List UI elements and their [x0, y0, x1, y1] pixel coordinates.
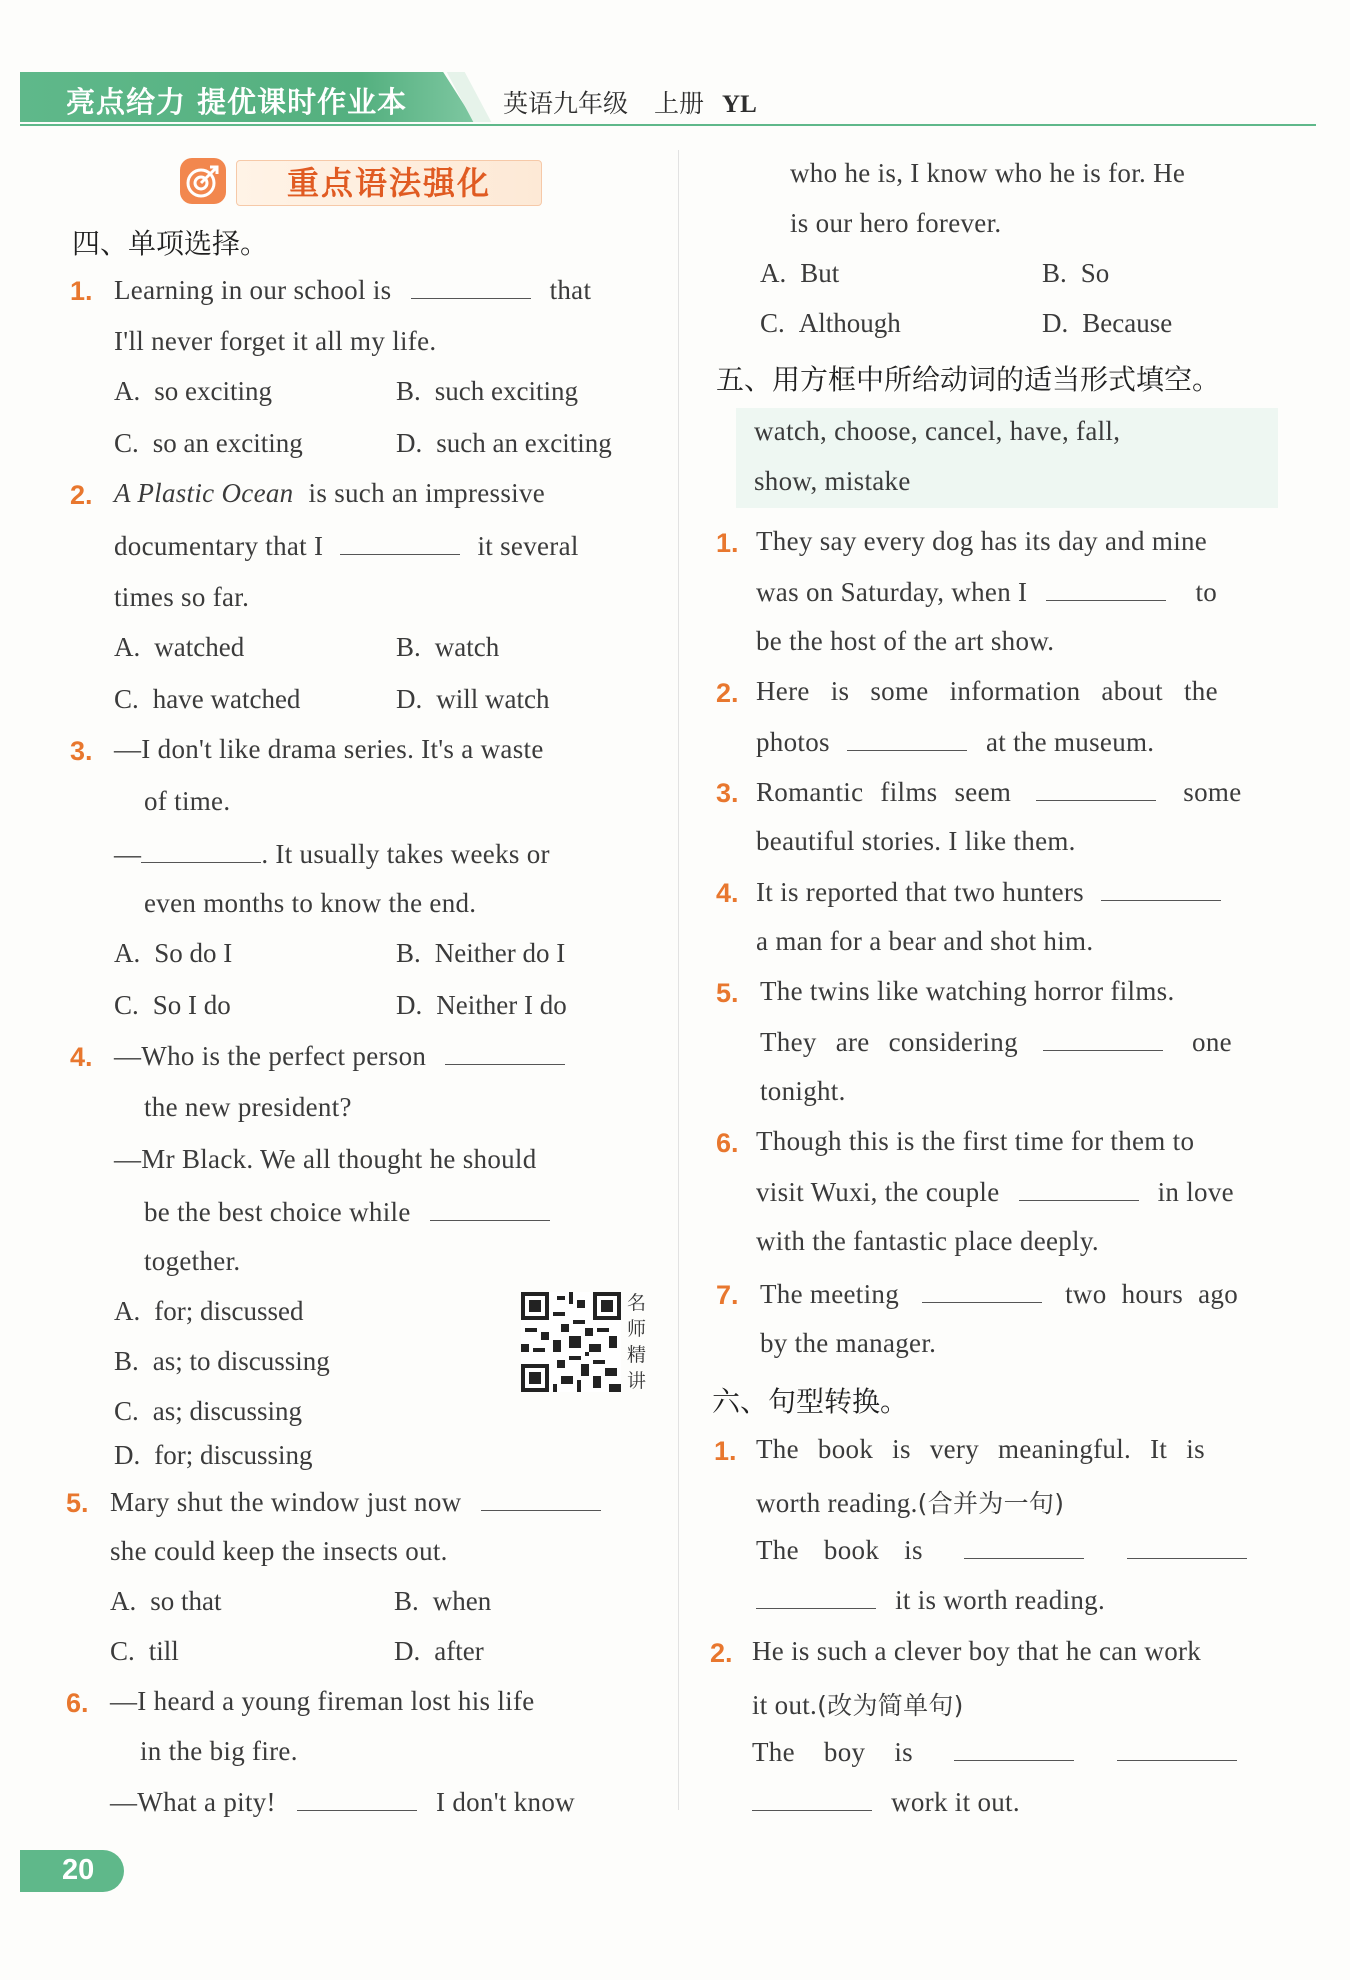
question-line: she could keep the insects out. — [110, 1536, 448, 1566]
header-subtitle — [503, 84, 757, 120]
q-number: 2. — [716, 678, 739, 708]
question-line: tonight. — [760, 1076, 846, 1106]
question-line: was on Saturday, when I to — [756, 577, 1218, 607]
answer-blank[interactable] — [141, 838, 261, 863]
question-line: A Plastic Ocean is such an impressive — [114, 478, 546, 508]
option-a[interactable]: A. So do I — [114, 938, 233, 968]
q-number: 6. — [66, 1688, 89, 1718]
option-a[interactable]: A. watched — [114, 632, 245, 662]
header-rule — [20, 124, 1316, 126]
option-a[interactable]: A. so exciting — [114, 376, 272, 406]
question-line: The book is — [756, 1534, 1247, 1566]
question-line: be the best choice while — [144, 1196, 550, 1228]
question-line: Mary shut the window just now — [110, 1486, 601, 1518]
answer-blank[interactable] — [1043, 1026, 1163, 1051]
answer-blank[interactable] — [954, 1736, 1074, 1761]
section-banner: 重点语法强化 — [236, 160, 542, 206]
question-line: Though this is the first time for them to — [756, 1126, 1195, 1156]
q-number: 4. — [716, 878, 739, 908]
answer-blank[interactable] — [430, 1196, 550, 1221]
q-number: 5. — [716, 978, 739, 1008]
question-line: photos at the museum. — [756, 727, 1155, 757]
column-divider — [678, 150, 679, 1810]
option-a[interactable]: A. But — [760, 258, 840, 288]
qr-code-icon[interactable] — [521, 1292, 621, 1392]
question-line: work it out. — [752, 1786, 1020, 1818]
documentary-title: A Plastic Ocean — [114, 478, 294, 508]
answer-blank[interactable] — [1117, 1736, 1237, 1761]
answer-blank[interactable] — [847, 726, 967, 751]
option-c[interactable]: C. Although — [760, 308, 901, 338]
option-d[interactable]: D. for; discussing — [114, 1440, 313, 1470]
option-b[interactable]: B. So — [1042, 258, 1110, 288]
q-number: 5. — [66, 1488, 89, 1518]
option-d[interactable]: D. Because — [1042, 308, 1173, 338]
page-number: 20 — [62, 1854, 95, 1886]
question-line: I'll never forget it all my life. — [114, 326, 437, 356]
question-line: —What a pity! I don't know — [110, 1787, 575, 1817]
q-number: 6. — [716, 1128, 739, 1158]
question-line: even months to know the end. — [144, 888, 477, 918]
option-b[interactable]: B. watch — [396, 632, 500, 662]
q-number: 3. — [716, 778, 739, 808]
question-line: The twins like watching horror films. — [760, 976, 1175, 1006]
word-list: show, mistake — [754, 466, 911, 496]
q-number: 7. — [716, 1280, 739, 1310]
question-line: Romantic films seem some — [756, 777, 1242, 807]
question-line: Here is some information about the — [756, 676, 1218, 706]
answer-blank[interactable] — [922, 1278, 1042, 1303]
q-number: 1. — [714, 1436, 737, 1466]
answer-blank[interactable] — [340, 530, 460, 555]
series-title: 亮点给力 提优课时作业本 — [66, 85, 408, 119]
option-d[interactable]: D. such an exciting — [396, 428, 612, 458]
question-line: The boy is — [752, 1736, 1237, 1768]
answer-blank[interactable] — [445, 1040, 565, 1065]
question-line: He is such a clever boy that he can work — [752, 1636, 1202, 1666]
question-line: together. — [144, 1246, 241, 1276]
question-line: be the host of the art show. — [756, 626, 1055, 656]
answer-blank[interactable] — [411, 274, 531, 299]
q-number: 1. — [716, 528, 739, 558]
answer-blank[interactable] — [1101, 876, 1221, 901]
option-d[interactable]: D. Neither I do — [396, 990, 567, 1020]
option-a[interactable]: A. for; discussed — [114, 1296, 304, 1326]
question-line: who he is, I know who he is for. He — [790, 158, 1186, 188]
question-line: a man for a bear and shot him. — [756, 926, 1094, 956]
question-line: —I don't like drama series. It's a waste — [114, 734, 544, 764]
answer-blank[interactable] — [297, 1786, 417, 1811]
q-number: 2. — [70, 480, 93, 510]
q-number: 2. — [710, 1638, 733, 1668]
question-line: —Mr Black. We all thought he should — [114, 1144, 537, 1174]
q-number: 4. — [70, 1042, 93, 1072]
part5-heading: 五、用方框中所给动词的适当形式填空。 — [716, 363, 1221, 396]
volume: 上册 — [654, 89, 705, 118]
option-d[interactable]: D. will watch — [396, 684, 550, 714]
word-list: watch, choose, cancel, have, fall, — [754, 416, 1121, 446]
answer-blank[interactable] — [1046, 576, 1166, 601]
answer-blank[interactable] — [1036, 776, 1156, 801]
question-line: —I heard a young fireman lost his life — [110, 1686, 535, 1716]
answer-blank[interactable] — [1127, 1534, 1247, 1559]
option-b[interactable]: B. when — [394, 1586, 492, 1616]
question-line: It is reported that two hunters — [756, 876, 1221, 908]
answer-blank[interactable] — [756, 1584, 876, 1609]
qr-label: 名 师 精 讲 — [627, 1292, 647, 1392]
question-line: worth reading.(合并为一句) — [756, 1488, 1065, 1518]
question-line: with the fantastic place deeply. — [756, 1226, 1099, 1256]
page-number-tab — [20, 1850, 124, 1892]
question-line: is our hero forever. — [790, 208, 1002, 238]
option-c[interactable]: C. so an exciting — [114, 428, 303, 458]
question-line: documentary that I it several — [114, 531, 579, 561]
question-line: They say every dog has its day and mine — [756, 526, 1208, 556]
option-a[interactable]: A. so that — [110, 1586, 222, 1616]
question-line: the new president? — [144, 1092, 352, 1122]
part6-heading: 六、句型转换。 — [712, 1385, 909, 1418]
part4-heading: 四、单项选择。 — [72, 227, 269, 260]
option-c[interactable]: C. have watched — [114, 684, 301, 714]
answer-blank[interactable] — [752, 1786, 872, 1811]
question-line: The meeting two hours ago — [760, 1279, 1239, 1309]
answer-blank[interactable] — [1019, 1176, 1139, 1201]
question-line: The book is very meaningful. It is — [756, 1434, 1205, 1464]
question-line: — . It usually takes weeks or — [114, 839, 550, 869]
option-d[interactable]: D. after — [394, 1636, 484, 1666]
question-line: beautiful stories. I like them. — [756, 826, 1076, 856]
option-c[interactable]: C. So I do — [114, 990, 231, 1020]
answer-blank[interactable] — [964, 1534, 1084, 1559]
question-line: times so far. — [114, 582, 250, 612]
option-c[interactable]: C. as; discussing — [114, 1396, 303, 1426]
q-number: 3. — [70, 736, 93, 766]
question-line: of time. — [144, 786, 231, 816]
question-line: it is worth reading. — [756, 1584, 1105, 1616]
question-line: by the manager. — [760, 1328, 937, 1358]
question-line: it out.(改为简单句) — [752, 1690, 964, 1720]
question-line: —Who is the perfect person — [114, 1040, 565, 1072]
option-b[interactable]: B. as; to discussing — [114, 1346, 330, 1376]
q-number: 1. — [70, 276, 93, 306]
subject: 英语九年级 — [503, 89, 629, 118]
option-c[interactable]: C. till — [110, 1636, 179, 1666]
option-b[interactable]: B. Neither do I — [396, 938, 566, 968]
question-line: They are considering one — [760, 1027, 1232, 1057]
question-line: Learning in our school is that — [114, 275, 592, 305]
target-icon — [180, 158, 226, 204]
answer-blank[interactable] — [481, 1486, 601, 1511]
edition: YL — [722, 91, 757, 118]
question-line: visit Wuxi, the couple in love — [756, 1177, 1234, 1207]
question-line: in the big fire. — [140, 1736, 298, 1766]
option-b[interactable]: B. such exciting — [396, 376, 578, 406]
